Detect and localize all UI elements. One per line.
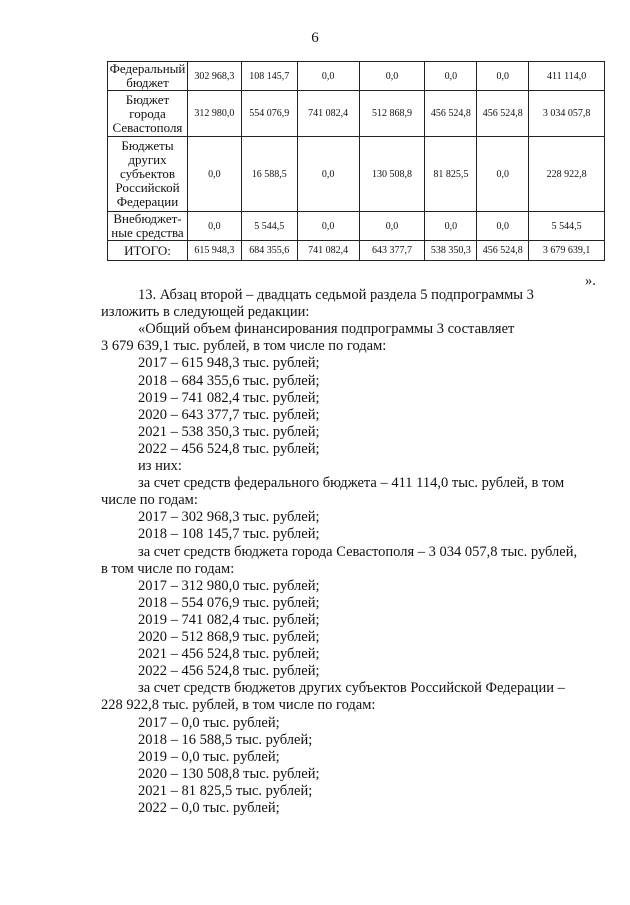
text-line: 2022 – 456 524,8 тыс. рублей; <box>138 440 320 457</box>
text-line: 2017 – 615 948,3 тыс. рублей; <box>138 355 320 372</box>
row-label-line: Внебюджет- <box>113 211 182 226</box>
table-cell: 538 350,3 <box>425 241 477 261</box>
text-line: 2018 – 16 588,5 тыс. рублей; <box>138 731 313 748</box>
text-line: числе по годам: <box>101 492 198 509</box>
text-line: «Общий объем финансирования подпрограммы 3 составляет <box>138 321 515 338</box>
table-cell: 5 544,5 <box>529 212 605 241</box>
table-cell: 16 588,5 <box>241 137 297 212</box>
row-label-line: Бюджеты <box>121 138 174 153</box>
table-cell: 3 679 639,1 <box>529 241 605 261</box>
table-cell: 0,0 <box>297 212 359 241</box>
text-line: 2022 – 0,0 тыс. рублей; <box>138 800 280 816</box>
row-label-line: Бюджет <box>125 91 170 107</box>
table-row <box>108 241 605 261</box>
row-label-line: Российской <box>115 180 180 195</box>
table-cell: 0,0 <box>477 212 529 241</box>
text-line: 2017 – 312 980,0 тыс. рублей; <box>138 577 320 594</box>
table-cell: 684 355,6 <box>241 241 297 261</box>
table-cell: 0,0 <box>359 62 425 91</box>
row-label-line: субъектов <box>119 166 175 181</box>
closing-quote: ». <box>585 273 596 289</box>
table-cell: 0,0 <box>297 62 359 91</box>
table-cell: 411 114,0 <box>529 62 605 91</box>
table-cell: 615 948,3 <box>187 241 241 261</box>
row-label <box>108 212 188 241</box>
table-cell: 0,0 <box>477 62 529 91</box>
text-line: 2018 – 108 145,7 тыс. рублей; <box>138 526 320 543</box>
text-line: 2020 – 130 508,8 тыс. рублей; <box>138 765 320 782</box>
text-line: 2021 – 456 524,8 тыс. рублей; <box>138 646 320 663</box>
table-cell: 456 524,8 <box>425 91 477 137</box>
row-label-line: Федерации <box>116 194 179 209</box>
table-row <box>108 212 605 241</box>
text-line: за счет средств бюджетов других субъектов Российской Федерации – <box>138 680 565 697</box>
table-cell: 312 980,0 <box>187 91 241 137</box>
row-label-line: бюджет <box>126 75 169 90</box>
table-cell: 0,0 <box>425 62 477 91</box>
text-line: 2022 – 456 524,8 тыс. рублей; <box>138 663 320 680</box>
table-cell: 0,0 <box>187 212 241 241</box>
text-line: 2020 – 512 868,9 тыс. рублей; <box>138 629 320 645</box>
text-line: 2017 – 0,0 тыс. рублей; <box>138 714 280 731</box>
table-cell: 130 508,8 <box>359 137 425 212</box>
financing-table <box>107 61 605 261</box>
table-cell: 5 544,5 <box>241 212 297 241</box>
table-cell: 0,0 <box>477 137 529 212</box>
table-row <box>108 62 605 91</box>
table-cell: 0,0 <box>359 212 425 241</box>
text-line: 2019 – 741 082,4 тыс. рублей; <box>138 389 320 406</box>
text-line: 228 922,8 тыс. рублей, в том числе по годам: <box>101 697 376 714</box>
table-cell: 0,0 <box>297 137 359 212</box>
row-label <box>108 241 188 261</box>
row-label-line: ные средства <box>111 225 184 240</box>
table-cell: 554 076,9 <box>241 91 297 137</box>
table-cell: 741 082,4 <box>297 241 359 261</box>
table-cell: 512 868,9 <box>359 91 425 137</box>
table-cell: 81 825,5 <box>425 137 477 212</box>
row-label-line: ИТОГО: <box>124 242 171 258</box>
row-label <box>108 62 188 91</box>
page-number: 6 <box>311 30 319 46</box>
row-label-line: Федеральный <box>109 61 186 76</box>
text-line: 3 679 639,1 тыс. рублей, в том числе по годам: <box>101 338 387 355</box>
text-line: изложить в следующей редакции: <box>101 304 310 321</box>
row-label-line: других <box>128 152 167 167</box>
text-line: 2020 – 643 377,7 тыс. рублей; <box>138 406 320 423</box>
table-cell: 456 524,8 <box>477 241 529 261</box>
table-row <box>108 137 605 212</box>
table-row <box>108 91 605 137</box>
table-cell: 741 082,4 <box>297 91 359 137</box>
row-label-line: города <box>129 105 166 121</box>
text-line: 2019 – 0,0 тыс. рублей; <box>138 748 280 765</box>
table-cell: 0,0 <box>187 137 241 212</box>
table-cell: 643 377,7 <box>359 241 425 261</box>
table-cell: 108 145,7 <box>241 62 297 91</box>
text-line: за счет средств федерального бюджета – 411 114,0 тыс. рублей, в том <box>138 475 565 492</box>
text-line: из них: <box>138 458 182 474</box>
table-cell: 302 968,3 <box>187 62 241 91</box>
table-cell: 228 922,8 <box>529 137 605 212</box>
row-label <box>108 137 188 212</box>
text-line: 2018 – 554 076,9 тыс. рублей; <box>138 594 320 611</box>
row-label-line: Севастополя <box>112 119 183 135</box>
row-label <box>108 91 188 137</box>
text-line: 2018 – 684 355,6 тыс. рублей; <box>138 372 320 389</box>
table-cell: 3 034 057,8 <box>529 91 605 137</box>
table-cell: 0,0 <box>425 212 477 241</box>
text-line: 13. Абзац второй – двадцать седьмой раздела 5 подпрограммы 3 <box>138 287 534 303</box>
text-line: 2019 – 741 082,4 тыс. рублей; <box>138 611 320 628</box>
text-line: 2021 – 538 350,3 тыс. рублей; <box>138 423 320 440</box>
text-line: 2021 – 81 825,5 тыс. рублей; <box>138 782 313 799</box>
text-line: 2017 – 302 968,3 тыс. рублей; <box>138 509 320 526</box>
text-line: в том числе по годам: <box>101 560 235 577</box>
table-cell: 456 524,8 <box>477 91 529 137</box>
text-line: за счет средств бюджета города Севастополя – 3 034 057,8 тыс. рублей, <box>138 543 578 560</box>
